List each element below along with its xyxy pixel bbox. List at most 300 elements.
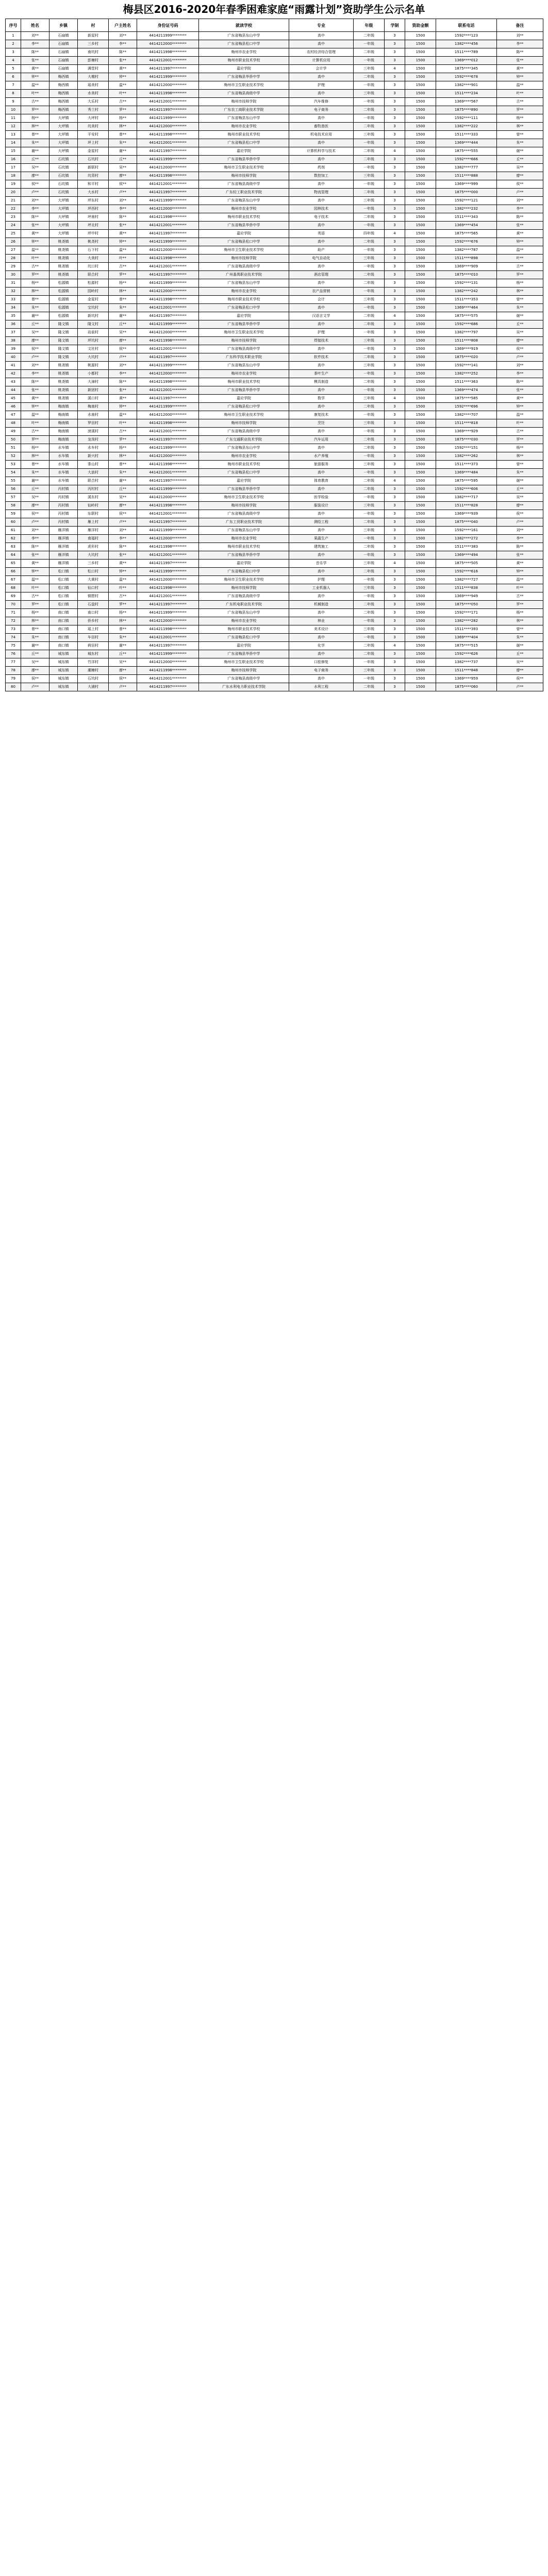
cell-head: 温** [109, 411, 137, 419]
cell-years: 3 [385, 568, 405, 576]
cell-id: 4414211999******** [137, 403, 199, 411]
cell-years: 3 [385, 189, 405, 197]
cell-grade: 一年级 [354, 469, 385, 477]
cell-village: 坪北村 [78, 222, 109, 230]
cell-town: 石坑镇 [49, 189, 78, 197]
table-row [6, 650, 543, 658]
cell-village: 宝坑村 [78, 304, 109, 312]
cell-note: 张** [497, 57, 543, 65]
cell-phone: 1592****141 [436, 362, 497, 370]
cell-id: 4414212001******** [137, 469, 199, 477]
cell-no: 14 [6, 139, 21, 147]
cell-phone: 1382****901 [436, 81, 497, 90]
cell-name: 黄** [21, 65, 49, 73]
cell-grade: 三年级 [354, 667, 385, 675]
cell-years: 3 [385, 510, 405, 518]
cell-village: 大乐村 [78, 98, 109, 106]
cell-years: 3 [385, 197, 405, 205]
cell-grade: 二年级 [354, 213, 385, 222]
cell-major: 高中 [289, 568, 354, 576]
cell-grade: 一年级 [354, 675, 385, 683]
cell-village: 桃尧村 [78, 238, 109, 246]
cell-major: 测绘工程 [289, 518, 354, 527]
cell-major: 高中 [289, 222, 354, 230]
cell-school: 梅州市农业学校 [199, 452, 289, 461]
cell-no: 16 [6, 156, 21, 164]
cell-note: 谢** [497, 642, 543, 650]
cell-note: 丘** [497, 320, 543, 329]
cell-no: 38 [6, 337, 21, 345]
cell-major: 汽车维修 [289, 98, 354, 106]
table-row [6, 40, 543, 48]
cell-grade: 二年级 [354, 73, 385, 81]
cell-grade: 三年级 [354, 461, 385, 469]
cell-head: 林** [109, 617, 137, 625]
cell-major: 高中 [289, 73, 354, 81]
cell-head: 曾** [109, 461, 137, 469]
cell-id: 4414211999******** [137, 238, 199, 246]
cell-town: 石扇镇 [49, 48, 78, 57]
cell-amount: 1500 [405, 81, 436, 90]
cell-school: 广东省梅县松口中学 [199, 238, 289, 246]
cell-town: 石扇镇 [49, 57, 78, 65]
cell-head: 罗** [109, 436, 137, 444]
cell-phone: 1511****828 [436, 502, 497, 510]
cell-head: 陈** [109, 48, 137, 57]
cell-grade: 三年级 [354, 502, 385, 510]
cell-town: 大坪镇 [49, 139, 78, 147]
table-row [6, 345, 543, 353]
cell-amount: 1500 [405, 57, 436, 65]
cell-name: 钟** [21, 73, 49, 81]
cell-school: 广东省梅县松口中学 [199, 139, 289, 147]
cell-head: 古** [109, 592, 137, 601]
cell-phone: 1592****131 [436, 279, 497, 287]
table-row [6, 675, 543, 683]
cell-no: 75 [6, 642, 21, 650]
cell-phone: 1369****494 [436, 551, 497, 560]
cell-id: 4414211997******** [137, 65, 199, 73]
cell-head: 叶** [109, 584, 137, 592]
cell-note: 陈** [497, 378, 543, 386]
cell-years: 3 [385, 683, 405, 691]
cell-no: 40 [6, 353, 21, 362]
cell-name: 吴** [21, 164, 49, 172]
cell-head: 张** [109, 222, 137, 230]
cell-note: 林** [497, 452, 543, 461]
table-row [6, 48, 543, 57]
cell-amount: 1500 [405, 255, 436, 263]
cell-town: 南口镇 [49, 617, 78, 625]
table-row [6, 419, 543, 428]
cell-no: 77 [6, 658, 21, 667]
cell-no: 59 [6, 510, 21, 518]
cell-head: 杨** [109, 114, 137, 123]
cell-phone: 1382****222 [436, 123, 497, 131]
cell-no: 22 [6, 205, 21, 213]
cell-amount: 1500 [405, 419, 436, 428]
cell-note: 李** [497, 535, 543, 543]
cell-years: 3 [385, 658, 405, 667]
table-row [6, 65, 543, 73]
cell-name: 陈** [21, 378, 49, 386]
cell-major: 建筑施工 [289, 543, 354, 551]
cell-village: 新坑村 [78, 312, 109, 320]
cell-grade: 一年级 [354, 411, 385, 419]
cell-school: 广东省梅县东山中学 [199, 362, 289, 370]
cell-phone: 1369****929 [436, 428, 497, 436]
cell-school: 梅州市技师学院 [199, 667, 289, 675]
cell-school: 嘉应学院 [199, 560, 289, 568]
cell-village: 松口村 [78, 568, 109, 576]
cell-years: 3 [385, 625, 405, 634]
cell-phone: 1369****474 [436, 386, 497, 395]
cell-note: 钟** [497, 238, 543, 246]
cell-id: 4414211997******** [137, 518, 199, 527]
cell-amount: 1500 [405, 98, 436, 106]
cell-amount: 1500 [405, 90, 436, 98]
cell-note: 谢** [497, 147, 543, 156]
cell-name: 刘** [21, 527, 49, 535]
cell-years: 3 [385, 535, 405, 543]
cell-school: 广东省梅县松口中学 [199, 304, 289, 312]
cell-note: 陈** [497, 48, 543, 57]
cell-amount: 1500 [405, 625, 436, 634]
cell-no: 34 [6, 304, 21, 312]
cell-name: 廖** [21, 172, 49, 180]
cell-phone: 1369****484 [436, 469, 497, 477]
cell-grade: 二年级 [354, 123, 385, 131]
cell-name: 吴** [21, 329, 49, 337]
cell-phone: 1369****949 [436, 592, 497, 601]
cell-years: 3 [385, 287, 405, 296]
cell-years: 4 [385, 147, 405, 156]
cell-head: 张** [109, 57, 137, 65]
cell-head: 朱** [109, 634, 137, 642]
cell-town: 水车镇 [49, 477, 78, 485]
cell-no: 36 [6, 320, 21, 329]
cell-major: 高中 [289, 650, 354, 658]
cell-head: 刘** [109, 362, 137, 370]
table-row [6, 428, 543, 436]
cell-amount: 1500 [405, 296, 436, 304]
cell-name: 谢** [21, 147, 49, 156]
cell-id: 4414212001******** [137, 345, 199, 353]
table-row [6, 535, 543, 543]
cell-amount: 1500 [405, 106, 436, 114]
cell-name: 侯** [21, 510, 49, 518]
cell-village: 车田村 [78, 634, 109, 642]
cell-school: 广东省梅县华侨中学 [199, 650, 289, 658]
cell-no: 2 [6, 40, 21, 48]
cell-head: 吴** [109, 494, 137, 502]
cell-id: 4414211999******** [137, 568, 199, 576]
cell-no: 30 [6, 271, 21, 279]
cell-amount: 1500 [405, 452, 436, 461]
cell-town: 桃尧镇 [49, 378, 78, 386]
cell-grade: 二年级 [354, 32, 385, 40]
cell-years: 3 [385, 609, 405, 617]
cell-name: 李** [21, 370, 49, 378]
cell-no: 49 [6, 428, 21, 436]
cell-grade: 一年级 [354, 535, 385, 543]
cell-school: 梅州市农业学校 [199, 123, 289, 131]
cell-school: 嘉应学院 [199, 65, 289, 73]
cell-phone: 1382****252 [436, 370, 497, 378]
cell-note: 林** [497, 617, 543, 625]
cell-village: 溪口村 [78, 395, 109, 403]
cell-id: 4414211997******** [137, 642, 199, 650]
cell-no: 61 [6, 527, 21, 535]
cell-town: 大坪镇 [49, 147, 78, 156]
cell-amount: 1500 [405, 667, 436, 675]
cell-years: 4 [385, 312, 405, 320]
cell-note: 朱** [497, 469, 543, 477]
cell-head: 曾** [109, 131, 137, 139]
cell-phone: 1875****505 [436, 560, 497, 568]
cell-school: 梅州市卫生职业技术学校 [199, 81, 289, 90]
cell-note: 张** [497, 551, 543, 560]
cell-head: 丘** [109, 156, 137, 164]
cell-phone: 1382****456 [436, 40, 497, 48]
table-row [6, 329, 543, 337]
cell-head: 谢** [109, 477, 137, 485]
cell-major: 高中 [289, 263, 354, 271]
cell-grade: 一年级 [354, 576, 385, 584]
cell-school: 广东省梅县松口中学 [199, 634, 289, 642]
cell-no: 21 [6, 197, 21, 205]
cell-grade: 一年级 [354, 617, 385, 625]
cell-grade: 三年级 [354, 560, 385, 568]
cell-grade: 二年级 [354, 353, 385, 362]
cell-head: 廖** [109, 502, 137, 510]
cell-note: 温** [497, 81, 543, 90]
table-row [6, 477, 543, 485]
cell-grade: 二年级 [354, 642, 385, 650]
cell-town: 大坪镇 [49, 230, 78, 238]
cell-town: 梅南镇 [49, 419, 78, 428]
cell-amount: 1500 [405, 469, 436, 477]
cell-id: 4414211998******** [137, 131, 199, 139]
cell-phone: 1592****686 [436, 320, 497, 329]
cell-note: 温** [497, 411, 543, 419]
cell-town: 松口镇 [49, 584, 78, 592]
cell-village: 大坑村 [78, 353, 109, 362]
cell-name: 古** [21, 428, 49, 436]
cell-name: 古** [21, 263, 49, 271]
cell-phone: 1511****818 [436, 419, 497, 428]
cell-school: 广东省梅县高级中学 [199, 592, 289, 601]
cell-no: 54 [6, 469, 21, 477]
cell-no: 43 [6, 378, 21, 386]
cell-id: 4414211997******** [137, 189, 199, 197]
cell-name: 廖** [21, 337, 49, 345]
cell-name: 杨** [21, 279, 49, 287]
cell-no: 53 [6, 461, 21, 469]
cell-years: 3 [385, 543, 405, 551]
cell-grade: 三年级 [354, 65, 385, 73]
cell-phone: 1511****353 [436, 296, 497, 304]
cell-town: 城东镇 [49, 667, 78, 675]
cell-name: 卢** [21, 353, 49, 362]
cell-village: 平安村 [78, 131, 109, 139]
cell-head: 黄** [109, 65, 137, 73]
cell-grade: 一年级 [354, 287, 385, 296]
cell-id: 4414211998******** [137, 213, 199, 222]
cell-phone: 1511****848 [436, 667, 497, 675]
cell-school: 梅州市卫生职业技术学校 [199, 329, 289, 337]
table-row [6, 222, 543, 230]
cell-village: 侨乡村 [78, 617, 109, 625]
cell-no: 46 [6, 403, 21, 411]
cell-name: 黄** [21, 560, 49, 568]
cell-name: 罗** [21, 271, 49, 279]
cell-village: 梅南村 [78, 403, 109, 411]
cell-name: 丘** [21, 485, 49, 494]
cell-years: 3 [385, 123, 405, 131]
cell-head: 林** [109, 287, 137, 296]
table-row [6, 123, 543, 131]
cell-phone: 1382****282 [436, 617, 497, 625]
cell-village: 大浦村 [78, 683, 109, 691]
cell-school: 广东省梅县东山中学 [199, 609, 289, 617]
cell-years: 3 [385, 386, 405, 395]
cell-village: 三乡村 [78, 40, 109, 48]
cell-phone: 1369****454 [436, 222, 497, 230]
cell-name: 罗** [21, 601, 49, 609]
cell-years: 3 [385, 263, 405, 271]
cell-amount: 1500 [405, 320, 436, 329]
cell-no: 70 [6, 601, 21, 609]
cell-grade: 二年级 [354, 436, 385, 444]
cell-name: 卢** [21, 189, 49, 197]
cell-note: 张** [497, 222, 543, 230]
cell-grade: 二年级 [354, 147, 385, 156]
cell-amount: 1500 [405, 592, 436, 601]
cell-head: 罗** [109, 601, 137, 609]
cell-id: 4414212000******** [137, 494, 199, 502]
cell-major: 软件技术 [289, 353, 354, 362]
cell-school: 广东农工商职业技术学院 [199, 106, 289, 114]
cell-id: 4414211997******** [137, 683, 199, 691]
cell-name: 丘** [21, 650, 49, 658]
cell-id: 4414211997******** [137, 477, 199, 485]
cell-id: 4414212001******** [137, 304, 199, 312]
cell-id: 4414212000******** [137, 40, 199, 48]
cell-years: 3 [385, 675, 405, 683]
cell-id: 4414212000******** [137, 658, 199, 667]
cell-no: 11 [6, 114, 21, 123]
cell-phone: 1592****696 [436, 403, 497, 411]
table-row [6, 452, 543, 461]
cell-major: 数控加工 [289, 172, 354, 180]
cell-head: 刘** [109, 197, 137, 205]
cell-name: 刘** [21, 362, 49, 370]
cell-name: 张** [21, 551, 49, 560]
cell-phone: 1592****121 [436, 197, 497, 205]
cell-note: 卢** [497, 518, 543, 527]
table-row [6, 337, 543, 345]
cell-phone: 1875****020 [436, 353, 497, 362]
cell-town: 石坑镇 [49, 156, 78, 164]
cell-note: 吴** [497, 494, 543, 502]
cell-major: 英语 [289, 230, 354, 238]
cell-amount: 1500 [405, 535, 436, 543]
cell-village: 南坑村 [78, 48, 109, 57]
cell-no: 67 [6, 576, 21, 584]
column-header: 村 [78, 19, 109, 32]
cell-head: 陈** [109, 378, 137, 386]
cell-head: 侯** [109, 675, 137, 683]
cell-major: 高中 [289, 510, 354, 518]
column-header: 联系电话 [436, 19, 497, 32]
cell-town: 雁洋镇 [49, 535, 78, 543]
cell-head: 张** [109, 386, 137, 395]
cell-name: 谢** [21, 312, 49, 320]
cell-phone: 1875****010 [436, 271, 497, 279]
cell-no: 17 [6, 164, 21, 172]
cell-name: 温** [21, 246, 49, 255]
column-header: 年级 [354, 19, 385, 32]
cell-no: 56 [6, 485, 21, 494]
cell-school: 广东省梅县松口中学 [199, 568, 289, 576]
cell-major: 酒店管理 [289, 271, 354, 279]
cell-grade: 二年级 [354, 568, 385, 576]
cell-amount: 1500 [405, 560, 436, 568]
cell-village: 大浪村 [78, 469, 109, 477]
cell-id: 4414212001******** [137, 98, 199, 106]
table-row [6, 213, 543, 222]
cell-no: 37 [6, 329, 21, 337]
cell-major: 高中 [289, 485, 354, 494]
cell-years: 3 [385, 634, 405, 642]
cell-amount: 1500 [405, 584, 436, 592]
cell-village: 联合村 [78, 477, 109, 485]
cell-years: 4 [385, 477, 405, 485]
cell-amount: 1500 [405, 527, 436, 535]
cell-note: 廖** [497, 667, 543, 675]
cell-amount: 1500 [405, 230, 436, 238]
cell-village: 大坪村 [78, 114, 109, 123]
cell-name: 钟** [21, 568, 49, 576]
cell-no: 71 [6, 609, 21, 617]
cell-phone: 1592****171 [436, 609, 497, 617]
cell-village: 坑美村 [78, 123, 109, 131]
cell-phone: 1875****515 [436, 642, 497, 650]
cell-no: 15 [6, 147, 21, 156]
cell-amount: 1500 [405, 156, 436, 164]
cell-village: 三乡村 [78, 560, 109, 568]
cell-name: 温** [21, 81, 49, 90]
cell-name: 陈** [21, 48, 49, 57]
column-header: 学制 [385, 19, 405, 32]
cell-village: 罗田村 [78, 419, 109, 428]
cell-amount: 1500 [405, 485, 436, 494]
cell-town: 梅西镇 [49, 90, 78, 98]
cell-years: 3 [385, 378, 405, 386]
cell-head: 廖** [109, 667, 137, 675]
cell-school: 广东省梅县高级中学 [199, 345, 289, 353]
cell-school: 广东省梅县华侨中学 [199, 485, 289, 494]
cell-grade: 一年级 [354, 510, 385, 518]
table-row [6, 683, 543, 691]
cell-town: 梅南镇 [49, 411, 78, 419]
table-row [6, 658, 543, 667]
cell-name: 刘** [21, 197, 49, 205]
cell-village: 金星村 [78, 296, 109, 304]
cell-grade: 一年级 [354, 81, 385, 90]
cell-amount: 1500 [405, 222, 436, 230]
